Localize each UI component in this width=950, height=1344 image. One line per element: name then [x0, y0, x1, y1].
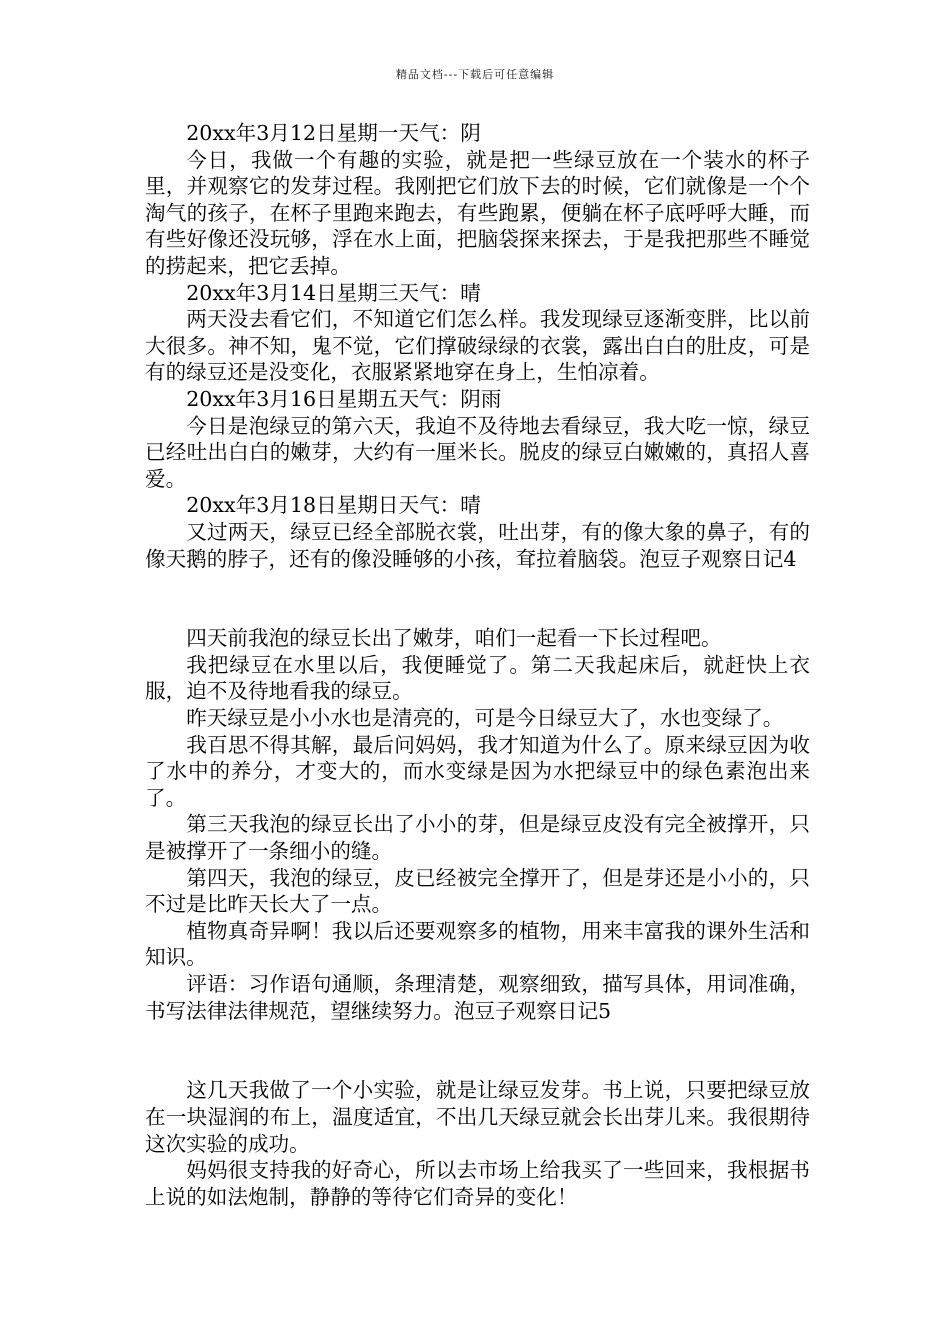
document-body: [145, 120, 810, 1210]
diary-date-2: 20xx年3月14日星期三天气：晴: [186, 280, 481, 305]
section-gap: [145, 1024, 810, 1077]
paragraph: 这几天我做了一个小实验，就是让绿豆发芽。书上说，只要把绿豆放在一块湿润的布上，温度适宜，不出几天绿豆就会长出芽儿来。我很期待这次实验的成功。: [145, 1078, 810, 1156]
paragraph: 第四天，我泡的绿豆，皮已经被完全撑开了，但是芽还是小小的，只不过是比昨天长大了一点。: [145, 865, 810, 917]
diary-entry-3: 今日是泡绿豆的第六天，我迫不及待地去看绿豆，我大吃一惊，绿豆已经吐出白白的嫩芽，大约有一厘米长。脱皮的绿豆白嫩嫩的，真招人喜爱。: [145, 413, 810, 491]
paragraph: 我把绿豆在水里以后，我便睡觉了。第二天我起床后，就赶快上衣服，迫不及待地看我的绿豆。: [145, 652, 810, 704]
diary-entry-2: 两天没去看它们，不知道它们怎么样。我发现绿豆逐渐变胖，比以前大很多。神不知，鬼不觉，它们撑破绿绿的衣裳，露出白白的肚皮，可是有的绿豆还是没变化，衣服紧紧地穿在身上，生怕凉着。: [145, 307, 810, 385]
paragraph: 植物真奇异啊！我以后还要观察多的植物，用来丰富我的课外生活和知识。: [145, 918, 810, 970]
diary-date-4: 20xx年3月18日星期日天气：晴: [186, 493, 481, 518]
paragraph: 第三天我泡的绿豆长出了小小的芽，但是绿豆皮没有完全被撑开，只是被撑开了一条细小的缝。: [145, 812, 810, 864]
paragraph: 妈妈很支持我的好奇心，所以去市场上给我买了一些回来，我根据书上说的如法炮制，静静的等待它们奇异的变化！: [145, 1158, 810, 1209]
page-header: 精品文档---下载后可任意编辑: [395, 68, 555, 81]
diary-date-3: 20xx年3月16日星期五天气：阴雨: [186, 386, 502, 411]
diary-date-1: 20xx年3月12日星期一天气：阴: [186, 121, 481, 145]
diary-entry-4: 又过两天，绿豆已经全部脱衣裳，吐出芽，有的像大象的鼻子，有的像天鹅的脖子，还有的像没睡够的小孩，耷拉着脑袋。泡豆子观察日记4: [145, 519, 810, 571]
paragraph: 昨天绿豆是小小水也是清亮的，可是今日绿豆大了，水也变绿了。: [186, 706, 784, 731]
diary-entry-1: 今日，我做一个有趣的实验，就是把一些绿豆放在一个装水的杯子里，并观察它的发芽过程。我刚把它们放下去的时候，它们就像是一个个淘气的孩子，在杯子里跑来跑去，有些跑累，便躺在杯子底呼呼大睡，而有些好像还没玩够，浮在水上面，把脑袋探来探去，于是我把那些不睡觉的捞起来，把它丢掉。: [145, 147, 810, 278]
paragraph: 我百思不得其解，最后问妈妈，我才知道为什么了。原来绿豆因为收了水中的养分，才变大的，而水变绿是因为水把绿豆中的绿色素泡出来了。: [145, 732, 810, 810]
comment-paragraph: 评语：习作语句通顺，条理清楚，观察细致，描写具体，用词准确，书写法律法律规范，望继续努力。泡豆子观察日记5: [145, 972, 810, 1023]
paragraph: 四天前我泡的绿豆长出了嫩芽，咱们一起看一下长过程吧。: [186, 626, 722, 651]
section-gap: [145, 572, 810, 625]
